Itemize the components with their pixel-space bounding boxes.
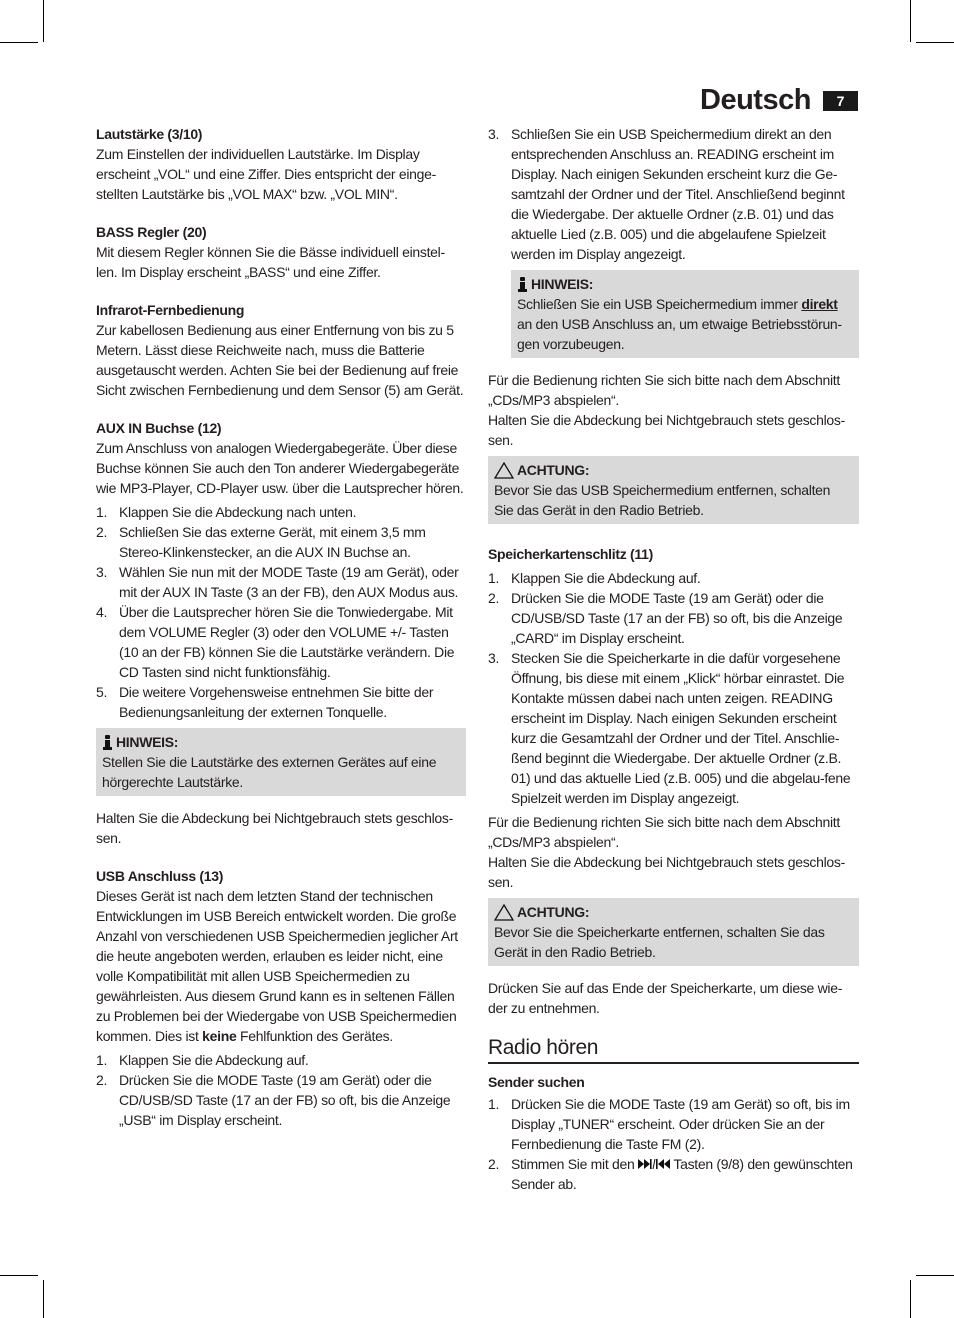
- list-item: 2. Drücken Sie die MODE Taste (19 am Gerät) oder die CD/USB/SD Taste (17 an der FB) so oft, bis die Anzeige „USB“ im Display erscheint.: [96, 1072, 451, 1128]
- section-heading: Infrarot-Fernbedienung: [96, 302, 245, 318]
- list-item: 2. Schließen Sie das externe Gerät, mit einem 3,5 mm Stereo-Klinkenstecker, an die AUX IN Buchse an.: [96, 524, 426, 560]
- list-item: 1. Klappen Sie die Abdeckung auf.: [96, 1052, 309, 1068]
- right-column: [488, 124, 859, 1194]
- section-text: Halten Sie die Abdeckung bei Nichtgebrauch stets geschlos-sen.: [488, 854, 845, 890]
- note-box: [511, 270, 859, 358]
- section-text: Für die Bedienung richten Sie sich bitte nach dem Abschnitt „CDs/MP3 abspielen“.: [488, 372, 840, 408]
- list-item: 1. Klappen Sie die Abdeckung nach unten.: [96, 504, 357, 520]
- warning-heading: ACHTUNG:: [517, 904, 590, 920]
- note-text: Schließen Sie ein USB Speichermedium immer direkt an den USB Anschluss an, um etwaige Betriebsstörun-gen vorzubeugen.: [517, 296, 842, 352]
- warning-icon: [494, 462, 514, 479]
- list-item: 2. Drücken Sie die MODE Taste (19 am Gerät) oder die CD/USB/SD Taste (17 an der FB) so oft, bis die Anzeige „CARD“ im Display erscheint.: [488, 590, 843, 646]
- section-text: Für die Bedienung richten Sie sich bitte nach dem Abschnitt „CDs/MP3 abspielen“.: [488, 814, 840, 850]
- list-item: 4. Über die Lautsprecher hören Sie die Tonwiedergabe. Mit dem VOLUME Regler (3) oder den VOLUME +/- Tasten (10 an der FB) können Sie die Lautstärke verändern. Die CD Tasten sind nicht funktionsfähig.: [96, 604, 455, 680]
- left-column: [96, 124, 466, 1148]
- section-text: Dieses Gerät ist nach dem letzten Stand der technischen Entwicklungen im USB Bereich entwickelt worden. Die große Anzahl von verschiedenen USB Speichermedien jeglicher Art die heute angeboten werden, erlauben es leider nicht, eine volle Kompatibilität mit allen USB Speichermedien zu gewährleisten. Aus diesem Grund kann es in seltenen Fällen zu Problemen bei der Wiedergabe von USB Speichermedien kommen. Dies ist keine Fehlfunktion des Gerätes.: [96, 888, 458, 1044]
- list-item: 3. Wählen Sie nun mit der MODE Taste (19 am Gerät), oder mit der AUX IN Taste (3 an der FB), den AUX Modus aus.: [96, 564, 459, 600]
- usb-steps-continued: [488, 124, 859, 264]
- section-heading: USB Anschluss (13): [96, 868, 224, 884]
- section-text: Zum Einstellen der individuellen Lautstärke. Im Display erscheint „VOL“ und eine Ziffer. Dies entspricht der einge-stellten Lautstärke bis „VOL MAX“ bzw. „VOL MIN“.: [96, 146, 436, 202]
- crop-mark: [0, 1275, 38, 1276]
- section-text: Zur kabellosen Bedienung aus einer Entfernung von bis zu 5 Metern. Lässt diese Reichweite nach, muss die Batterie ausgetauscht werden. Achten Sie bei der Bedienung auf freie Sicht zwischen Fernbedienung und dem Sensor (5) am Gerät.: [96, 322, 464, 398]
- section-bass: [96, 222, 466, 282]
- crop-mark: [916, 1275, 954, 1276]
- section-usb: [96, 866, 466, 1130]
- list-item: 1. Klappen Sie die Abdeckung auf.: [488, 570, 701, 586]
- section-card: [488, 544, 859, 1018]
- section-text: Drücken Sie auf das Ende der Speicherkarte, um diese wie-der zu entnehmen.: [488, 980, 843, 1016]
- crop-mark: [910, 1280, 911, 1318]
- list-item: 3. Schließen Sie ein USB Speichermedium direkt an den entsprechenden Anschluss an. READING erscheint im Display. Nach einigen Sekunden erscheint kurz die Ge-samtzahl der Ordner und der Titel. Anschließend beginnt die Wiedergabe. Der aktuelle Ordner (z.B. 01) und das aktuelle Lied (z.B. 005) und die abgelaufene Spielzeit werden im Display angezeigt.: [488, 126, 845, 262]
- info-icon: [517, 277, 528, 292]
- section-radio: [488, 1072, 859, 1194]
- skip-forward-backward-icon: [638, 1158, 670, 1170]
- section-heading: Speicherkartenschlitz (11): [488, 546, 653, 562]
- page-number: 7: [823, 91, 858, 111]
- note-text: Stellen Sie die Lautstärke des externen Gerätes auf eine hörgerechte Lautstärke.: [102, 754, 437, 790]
- section-text: Mit diesem Regler können Sie die Bässe individuell einstel-len. Im Display erscheint „BASS“ und eine Ziffer.: [96, 244, 445, 280]
- section-heading: AUX IN Buchse (12): [96, 420, 222, 436]
- section-infrarot: [96, 300, 466, 400]
- section-lautstaerke: [96, 124, 466, 204]
- crop-mark: [43, 1280, 44, 1318]
- radio-section-title: Radio hören: [488, 1038, 859, 1064]
- section-text: Halten Sie die Abdeckung bei Nichtgebrauch stets geschlos-sen.: [96, 810, 453, 846]
- card-steps: [488, 568, 859, 808]
- section-aux: [96, 418, 466, 848]
- list-item: 2. Stimmen Sie mit den Tasten (9/8) den gewünschten Sender ab.: [488, 1156, 853, 1192]
- warning-box: [488, 898, 859, 966]
- list-item: 1. Drücken Sie die MODE Taste (19 am Gerät) so oft, bis im Display „TUNER“ erscheint. Oder drücken Sie an der Fernbedienung die Taste FM (2).: [488, 1096, 850, 1152]
- note-box: [96, 728, 466, 796]
- crop-mark: [910, 0, 911, 42]
- crop-mark: [916, 42, 954, 43]
- section-heading: BASS Regler (20): [96, 224, 207, 240]
- info-icon: [102, 735, 113, 750]
- warning-heading: ACHTUNG:: [517, 462, 590, 478]
- section-text: Zum Anschluss von analogen Wiedergabegeräte. Über diese Buchse können Sie auch den Ton anderer Wiedergabegeräte wie MP3-Player, CD-Player usw. über die Lautsprecher hören.: [96, 440, 464, 496]
- section-text: Halten Sie die Abdeckung bei Nichtgebrauch stets geschlos-sen.: [488, 412, 845, 448]
- note-heading: HINWEIS:: [116, 734, 179, 750]
- warning-box: [488, 456, 859, 524]
- usb-steps: [96, 1050, 466, 1130]
- aux-steps: [96, 502, 466, 722]
- list-item: 3. Stecken Sie die Speicherkarte in die dafür vorgesehene Öffnung, bis diese mit einem „Klick“ hörbar einrastet. Die Kontakte müssen dabei nach unten zeigen. READING erscheint im Display. Nach einigen Sekunden erscheint kurz die Gesamtzahl der Ordner und der Titel. Anschlie-ßend beginnt die Wiedergabe. Der aktuelle Ordner (z.B. 01) und das aktuelle Lied (z.B. 005) und die abgelau-fene Spielzeit werden im Display angezeigt.: [488, 650, 851, 806]
- crop-mark: [43, 0, 44, 42]
- page-language-title: Deutsch: [700, 84, 811, 116]
- section-heading: Lautstärke (3/10): [96, 126, 203, 142]
- warning-icon: [494, 904, 514, 921]
- radio-steps: [488, 1094, 859, 1194]
- crop-mark: [0, 42, 38, 43]
- list-item: 5. Die weitere Vorgehensweise entnehmen Sie bitte der Bedienungsanleitung der externen Tonquelle.: [96, 684, 434, 720]
- warning-text: Bevor Sie das USB Speichermedium entfernen, schalten Sie das Gerät in den Radio Betrieb.: [494, 482, 831, 518]
- section-heading: Sender suchen: [488, 1074, 585, 1090]
- warning-text: Bevor Sie die Speicherkarte entfernen, schalten Sie das Gerät in den Radio Betrieb.: [494, 924, 825, 960]
- note-heading: HINWEIS:: [531, 276, 594, 292]
